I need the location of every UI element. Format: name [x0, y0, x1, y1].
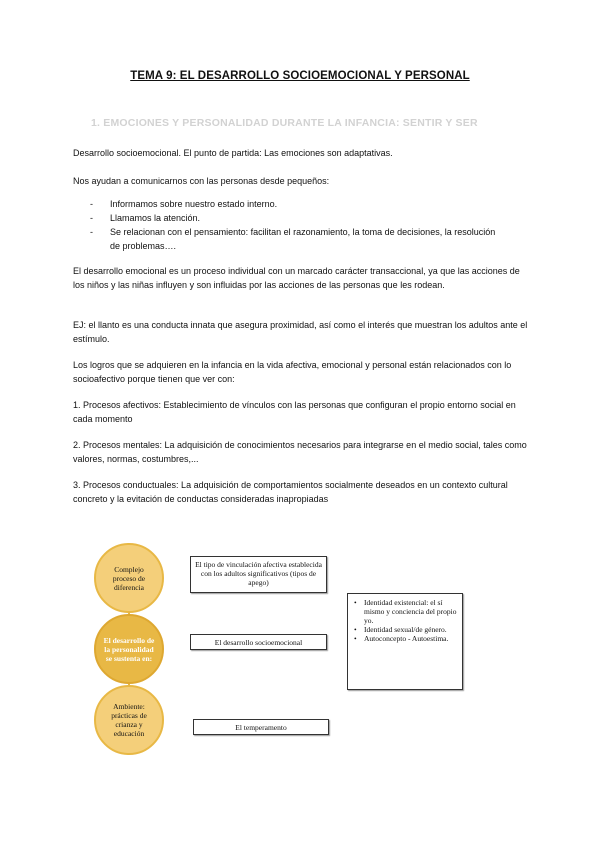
emotion-functions-list: [90, 197, 500, 253]
box-attachment: El tipo de vinculación afectiva establecida con los adultos significativos (tipos de apego): [190, 556, 327, 593]
list-item: - Llamamos la atención.: [90, 213, 201, 223]
list-item: • Autoconcepto - Autoestima.: [352, 634, 458, 643]
box-identity: [347, 593, 463, 690]
list-item: • Identidad existencial: el sí mismo y conciencia del propio yo.: [352, 598, 458, 625]
circle-differentiation: Complejo proceso de diferencia: [94, 543, 164, 613]
box-socioemotional: El desarrollo socioemocional: [190, 634, 327, 650]
list-item: - Informamos sobre nuestro estado interno.: [90, 199, 278, 209]
paragraph-starting-point: Desarrollo socioemocional. El punto de partida: Las emociones son adaptativas.: [73, 148, 393, 158]
bullet-dash: -: [90, 227, 93, 237]
paragraph-emotional-development: El desarrollo emocional es un proceso individual con un marcado carácter transaccional, ya que las acciones de los niños y las niñas influyen y son influidas por las acciones de las personas que les rodean.: [73, 266, 520, 290]
bullet-dash: -: [90, 199, 93, 209]
list-item: - Se relacionan con el pensamiento: facilitan el razonamiento, la toma de decisiones, la resolución de problemas….: [90, 227, 496, 251]
paragraph-example: EJ: el llanto es una conducta innata que asegura proximidad, así como el interés que muestran los adultos ante el estímulo.: [73, 320, 528, 344]
paragraph-mental-processes: 2. Procesos mentales: La adquisición de conocimientos necesarios para integrarse en el medio social, tales como valores, normas, costumbres,...: [73, 440, 527, 464]
bullet-dash: -: [90, 213, 93, 223]
box-temperament: El temperamento: [193, 719, 329, 735]
document-title: TEMA 9: EL DESARROLLO SOCIOEMOCIONAL Y PERSONAL: [130, 70, 470, 82]
identity-list: [352, 598, 458, 643]
list-item: • Identidad sexual/de género.: [352, 625, 458, 634]
section-heading: 1. EMOCIONES Y PERSONALIDAD DURANTE LA INFANCIA: SENTIR Y SER: [91, 117, 478, 129]
paragraph-communicate: Nos ayudan a comunicarnos con las personas desde pequeños:: [73, 176, 330, 186]
paragraph-behavioral-processes: 3. Procesos conductuales: La adquisición de comportamientos socialmente deseados en un contexto cultural concreto y la evitación de conductas consideradas inapropiadas: [73, 480, 508, 504]
circle-personality-basis: El desarrollo de la personalidad se sustenta en:: [94, 614, 164, 684]
paragraph-achievements: Los logros que se adquieren en la infancia en la vida afectiva, emocional y personal están relacionados con lo socioafectivo porque tienen que ver con:: [73, 360, 512, 384]
paragraph-affective-processes: 1. Procesos afectivos: Establecimiento de vínculos con las personas que configuran el propio entorno social en cada momento: [73, 400, 516, 424]
circle-environment: Ambiente: prácticas de crianza y educación: [94, 685, 164, 755]
